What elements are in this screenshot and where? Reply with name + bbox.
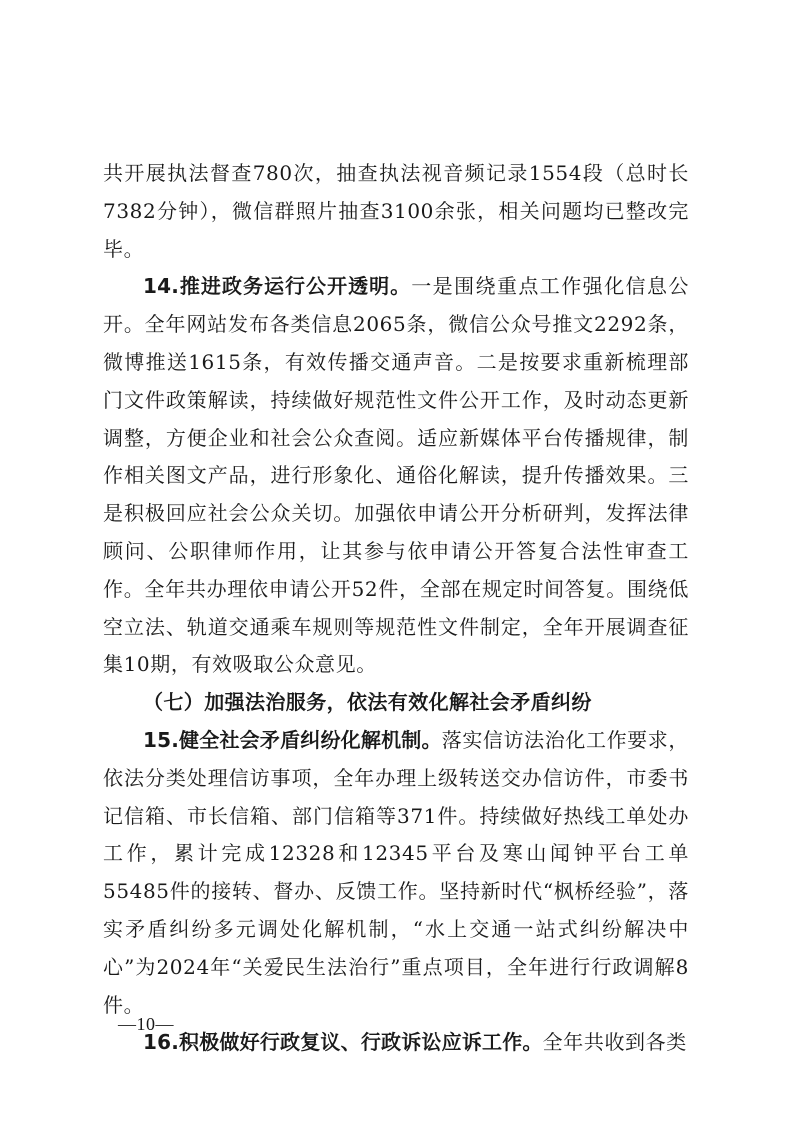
item-15-body: 落实信访法治化工作要求，依法分类处理信访事项，全年办理上级转送交办信访件，市委书记信箱、市长信箱、部门信箱等371件。持续做好热线工单处办工作，累计完成12328和12345平台及寒山闻钟平台工单55485件的接转、督办、反馈工作。坚持新时代“枫桥经验”，落实矛盾纠纷多元调处化解机制，“水上交通一站式纠纷解决中心”为2024年“关爱民生法治行”重点项目，全年进行行政调解8件。 (103, 727, 689, 1017)
item-16-heading: 16.积极做好行政复议、行政诉讼应诉工作。 (143, 1030, 543, 1055)
item-15-heading: 15.健全社会矛盾纠纷化解机制。 (143, 727, 442, 752)
paragraph-continuation: 共开展执法督查780次，抽查执法视音频记录1554段（总时长7382分钟），微信群照片抽查3100余张，相关问题均已整改完毕。 (103, 161, 689, 261)
item-16-body: 全年共收到各类 (542, 1030, 687, 1055)
paragraph-item-16 (103, 1024, 689, 1062)
paragraph-item-14 (103, 268, 689, 684)
item-14-heading: 14.推进政务运行公开透明。 (143, 274, 412, 299)
item-14-body: 一是围绕重点工作强化信息公开。全年网站发布各类信息2065条，微信公众号推文2292条，微博推送1615条，有效传播交通声音。二是按要求重新梳理部门文件政策解读，持续做好规范性文件公开工作，及时动态更新调整，方便企业和社会公众查阅。适应新媒体平台传播规律，制作相关图文产品，进行形象化、通俗化解读，提升传播效果。三是积极回应社会公众关切。加强依申请公开分析研判，发挥法律顾问、公职律师作用，让其参与依申请公开答复合法性审查工作。全年共办理依申请公开52件，全部在规定时间答复。围绕低空立法、轨道交通乘车规则等规范性文件制定，全年开展调查征集10期，有效吸取公众意见。 (103, 274, 689, 677)
paragraph-item-15 (103, 722, 689, 1024)
body-text (103, 155, 689, 1062)
page-number: —10— (118, 1014, 174, 1034)
section-7-heading: （七）加强法治服务，依法有效化解社会矛盾纠纷 (143, 690, 592, 715)
